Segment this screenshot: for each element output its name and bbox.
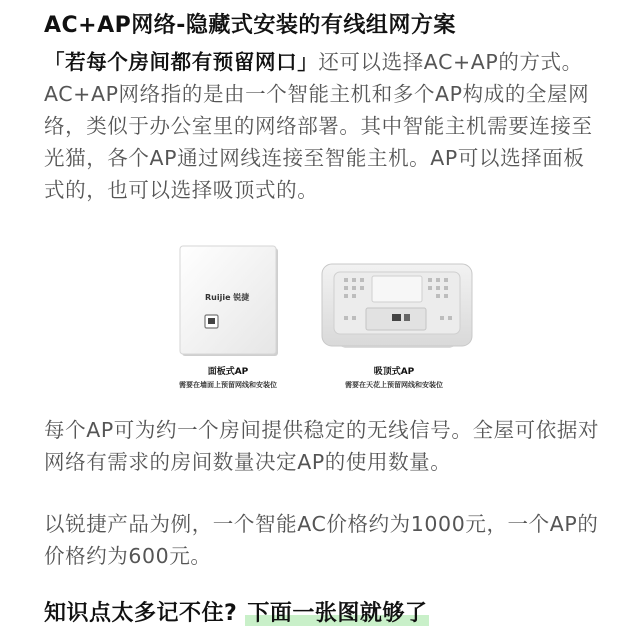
price-paragraph: 以锐捷产品为例，一个智能AC价格约为1000元，一个AP的价格约为600元。 — [44, 512, 599, 568]
closing-highlight: 下面一张图就够了 — [247, 601, 428, 626]
intro-text: 还可以选择AC+AP的方式。AC+AP网络指的是由一个智能主机和多个AP构成的全屋网络，类似于办公室里的网络部署。其中智能主机需要连接至光猫，各个AP通过网线连接至智能主机。AP可以选择面板式的，也可以选择吸顶式的。 — [44, 50, 593, 202]
panel-ap-caption: 面板式AP — [207, 367, 249, 377]
ceiling-ethernet-port-icon — [392, 314, 401, 321]
panel-ap-subcaption: 需要在墙面上预留网线和安装位 — [179, 381, 277, 389]
ap-products-illustration — [0, 232, 640, 372]
ap-product-figure — [0, 232, 640, 402]
intro-paragraph — [44, 46, 600, 206]
ceiling-ap-caption: 吸顶式AP — [373, 367, 415, 377]
section-heading: AC+AP网络-隐藏式安装的有线组网方案 — [44, 13, 456, 38]
panel-ap-brand-label: Ruijie 锐捷 — [205, 293, 250, 302]
ceiling-ap-device — [322, 264, 472, 348]
emphasis-text: 「若每个房间都有预留网口」 — [44, 50, 319, 74]
closing-heading — [44, 596, 429, 627]
ceiling-ap-subcaption: 需要在天花上预留网线和安装位 — [345, 381, 443, 389]
closing-text: 知识点太多记不住? — [44, 601, 246, 626]
ap-coverage-paragraph: 每个AP可为约一个房间提供稳定的无线信号。全屋可依据对网络有需求的房间数量决定AP的使用数量。 — [44, 418, 600, 474]
